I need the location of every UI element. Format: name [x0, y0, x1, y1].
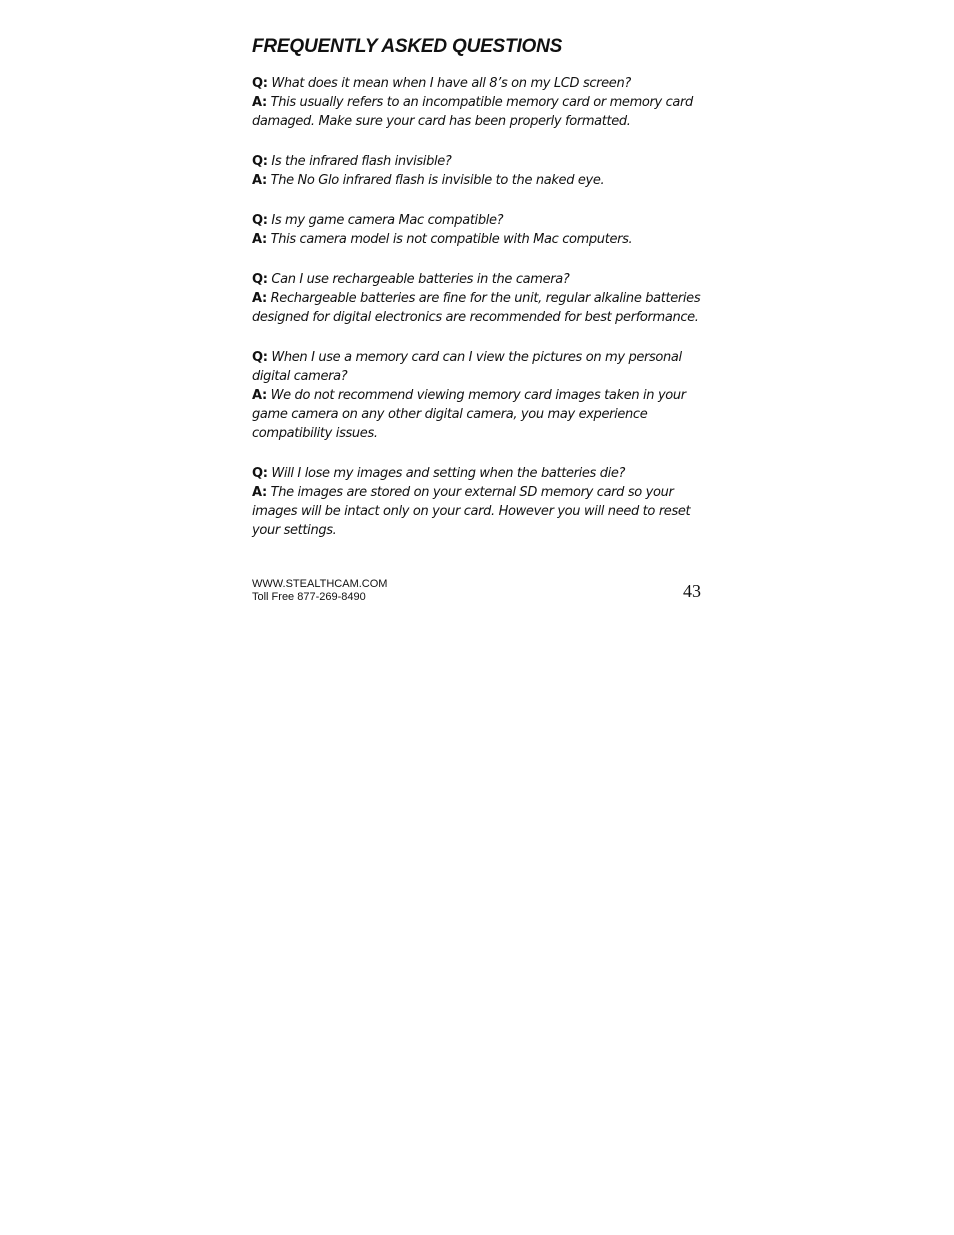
- answer-label: A:: [252, 173, 267, 188]
- question-label: Q:: [252, 213, 268, 228]
- question-text: Is the infrared flash invisible?: [271, 154, 452, 169]
- faq-item: [252, 270, 704, 327]
- faq-item: [252, 74, 704, 131]
- question-label: Q:: [252, 466, 268, 481]
- faq-answer: [252, 171, 704, 190]
- faq-question: [252, 211, 704, 230]
- page-number: 43: [683, 581, 701, 601]
- faq-page: [252, 34, 704, 561]
- answer-label: A:: [252, 388, 267, 403]
- question-text: When I use a memory card can I view the pictures on my personal digital camera?: [252, 350, 682, 384]
- answer-text: The images are stored on your external SD memory card so your images will be intact only on your card. However you will need to reset your settings.: [252, 485, 691, 538]
- question-text: Will I lose my images and setting when the batteries die?: [271, 466, 626, 481]
- faq-answer: [252, 483, 704, 540]
- question-text: Can I use rechargeable batteries in the camera?: [271, 272, 570, 287]
- answer-text: This usually refers to an incompatible memory card or memory card damaged. Make sure your card has been properly formatted.: [252, 95, 693, 129]
- footer-phone: Toll Free 877-269-8490: [252, 591, 366, 603]
- faq-question: [252, 270, 704, 289]
- faq-question: [252, 152, 704, 171]
- page-title: FREQUENTLY ASKED QUESTIONS: [252, 36, 563, 57]
- faq-answer: [252, 289, 704, 327]
- question-text: What does it mean when I have all 8’s on my LCD screen?: [271, 76, 631, 91]
- question-text: Is my game camera Mac compatible?: [271, 213, 504, 228]
- question-label: Q:: [252, 76, 268, 91]
- faq-answer: [252, 386, 704, 443]
- faq-question: [252, 464, 704, 483]
- faq-item: [252, 152, 704, 190]
- question-label: Q:: [252, 272, 268, 287]
- answer-text: The No Glo infrared flash is invisible to the naked eye.: [270, 173, 605, 188]
- answer-text: Rechargeable batteries are fine for the unit, regular alkaline batteries designed for digital electronics are recommended for best performance.: [252, 291, 701, 325]
- faq-item: [252, 211, 704, 249]
- page-footer: [252, 578, 704, 608]
- faq-question: [252, 74, 704, 93]
- faq-answer: [252, 93, 704, 131]
- faq-answer: [252, 230, 704, 249]
- answer-label: A:: [252, 291, 267, 306]
- faq-question: [252, 348, 704, 386]
- question-label: Q:: [252, 350, 268, 365]
- answer-label: A:: [252, 95, 267, 110]
- faq-item: [252, 348, 704, 443]
- faq-list: [252, 74, 704, 540]
- answer-label: A:: [252, 485, 267, 500]
- answer-label: A:: [252, 232, 267, 247]
- answer-text: This camera model is not compatible with Mac computers.: [270, 232, 633, 247]
- footer-website: WWW.STEALTHCAM.COM: [252, 578, 388, 590]
- answer-text: We do not recommend viewing memory card images taken in your game camera on any other digital camera, you may experience compatibility issues.: [252, 388, 686, 441]
- faq-item: [252, 464, 704, 540]
- question-label: Q:: [252, 154, 268, 169]
